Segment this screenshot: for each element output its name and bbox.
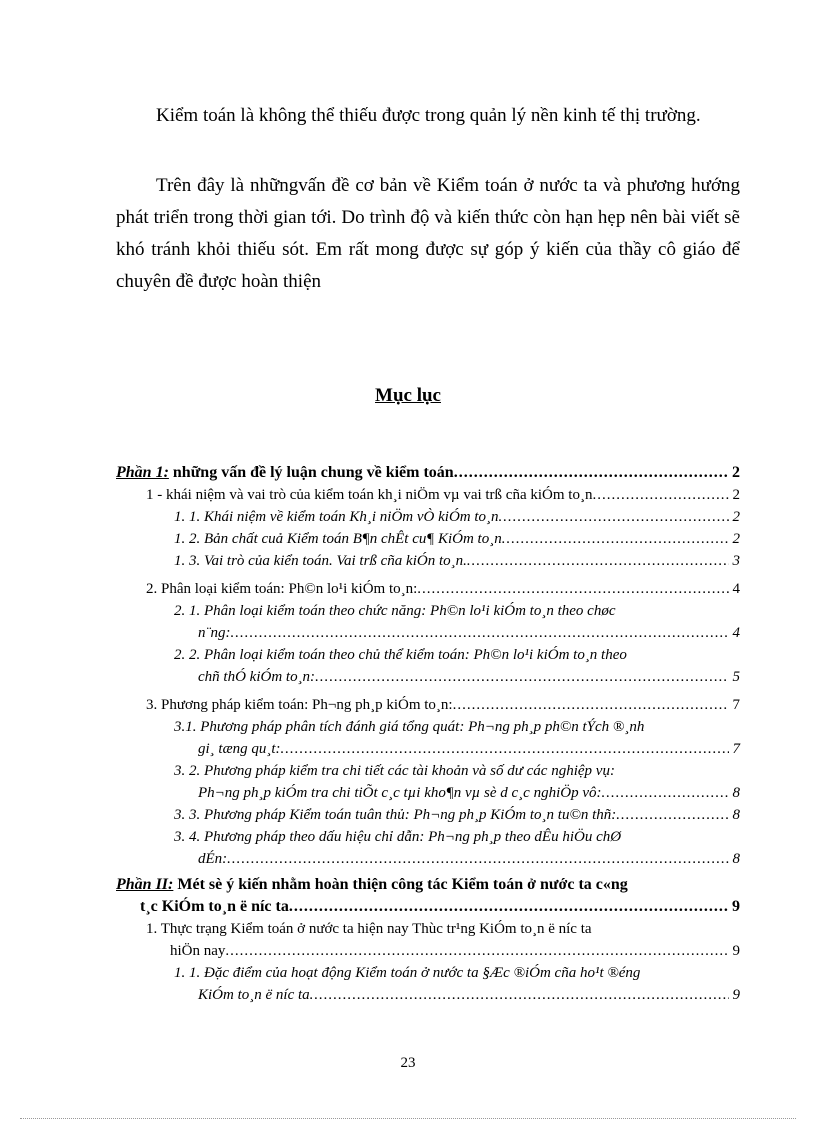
- toc-part-2[interactable]: Phần II: Mét sè ý kiến nhằm hoàn thiện công tác Kiểm toán ở nước ta c«ng t¸c KiÓm to¸n ë níc ta ..... 9: [116, 874, 740, 918]
- toc-title: Mục lục: [375, 385, 441, 406]
- toc-entry-3-3[interactable]: 3. 3. Phương pháp Kiểm toán tuân thủ: Ph¬ng ph¸p KiÓm to¸n tu©n thñ: ..... 8: [116, 804, 740, 826]
- toc-entry-2-2[interactable]: 2. 2. Phân loại kiểm toán theo chủ thể kiểm toán: Ph©n lo¹i kiÓm to¸n theo chñ thÓ kiÓm to¸n: ..... 5: [116, 644, 740, 688]
- toc-entry-1-2[interactable]: 1. 2. Bản chất cuả Kiểm toán B¶n chÊt cu¶ KiÓm to¸n ..... 2: [116, 528, 740, 550]
- body-paragraph-2: Trên đây là nhữngvấn đề cơ bản về Kiểm toán ở nước ta và phương hướng phát triển trong thời gian tới. Do trình độ và kiến thức còn hạn hẹp nên bài viết sẽ khó tránh khỏi thiếu sót. Em rất mong được sự góp ý kiến của thầy cô giáo để chuyên đề được hoàn thiện: [116, 175, 740, 292]
- toc-entry-1-3[interactable]: 1. 3. Vai trò của kiển toán. Vai trß cña kiÓn to¸n. ..... 3: [116, 550, 740, 572]
- toc-entry-3-2[interactable]: 3. 2. Phương pháp kiểm tra chi tiết các tài khoản và số dư các nghiệp vụ: Ph¬ng ph¸p kiÓm tra chi tiÕt c¸c tµi kho¶n vµ sè d c¸c nghiÖp vô: ..... 8: [116, 760, 740, 804]
- body-paragraph-1: Kiểm toán là không thể thiếu được trong quản lý nền kinh tế thị trường.: [156, 105, 701, 126]
- toc-entry-4[interactable]: 1. Thực trạng Kiểm toán ở nước ta hiện nay Thùc tr¹ng KiÓm to¸n ë níc ta hiÖn nay ..... 9: [116, 918, 740, 962]
- toc-entry-1-1[interactable]: 1. 1. Khái niệm về kiểm toán Kh¸i niÖm vÒ kiÓm to¸n ..... 2: [116, 506, 740, 528]
- table-of-contents: [116, 458, 740, 1006]
- toc-entry-3-4[interactable]: 3. 4. Phương pháp theo dấu hiệu chỉ dẫn: Ph¬ng ph¸p theo dÊu hiÖu chØ dÉn: ..... 8: [116, 826, 740, 870]
- page-number: 23: [400, 1055, 416, 1071]
- toc-entry-2-1[interactable]: 2. 1. Phân loại kiểm toán theo chức năng: Ph©n lo¹i kiÓm to¸n theo chøc n¨ng: ..... 4: [116, 600, 740, 644]
- toc-entry-1[interactable]: 1 - khái niệm và vai trò của kiểm toán kh¸i niÖm vµ vai trß cña kiÓm to¸n ..... 2: [116, 484, 740, 506]
- page-bottom-rule: [20, 1118, 796, 1119]
- toc-entry-3-1[interactable]: 3.1. Phương pháp phân tích đánh giá tổng quát: Ph¬ng ph¸p ph©n tÝch ®¸nh gi¸ tæng qu¸t: ..... 7: [116, 716, 740, 760]
- toc-part-1[interactable]: Phần 1: những vấn đề lý luận chung về kiểm toán ..... 2: [116, 462, 740, 484]
- toc-entry-3[interactable]: 3. Phương pháp kiểm toán: Ph¬ng ph¸p kiÓm to¸n: ..... 7: [116, 694, 740, 716]
- toc-entry-4-1[interactable]: 1. 1. Đặc điểm của hoạt động Kiểm toán ở nước ta §Æc ®iÓm cña ho¹t ®éng KiÓm to¸n ë níc ta ..... 9: [116, 962, 740, 1006]
- toc-entry-2[interactable]: 2. Phân loại kiểm toán: Ph©n lo¹i kiÓm to¸n: ..... 4: [116, 578, 740, 600]
